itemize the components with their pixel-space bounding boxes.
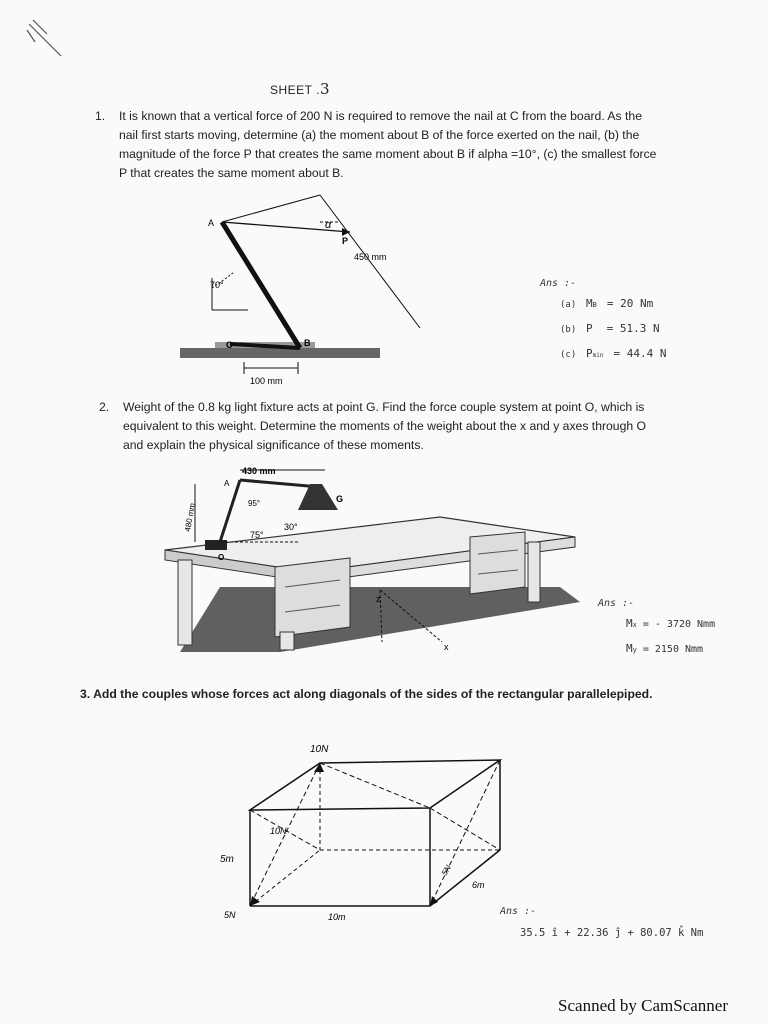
problem-1-figure [170, 190, 430, 400]
answer-1c: (c) P min = 44.4 N [560, 347, 667, 360]
problem-2-answers: Ans :- M x = - 3720 Nmm M y = 2150 Nmm [598, 598, 768, 655]
svg-text:C: C [226, 340, 233, 350]
svg-text:P: P [342, 236, 349, 246]
lever [222, 222, 300, 348]
svg-text:5m: 5m [220, 854, 234, 865]
scanner-watermark: Scanned by CamScanner [558, 996, 728, 1015]
problem-3-figure [210, 738, 520, 923]
svg-text:10m: 10m [328, 912, 346, 922]
problem-1-answers: Ans :- (a) M B = 20 Nm (b) P = 51.3 N (c) P min = 44.4 N [540, 278, 740, 360]
svg-text:70°: 70° [210, 280, 224, 290]
answer-2-mx: M x = - 3720 Nmm [626, 617, 716, 630]
svg-text:B: B [304, 338, 311, 348]
left-drawers [275, 558, 350, 637]
problem-3-text: 3. Add the couples whose forces act along diagonals of the sides of the rectangular parallelepiped. [80, 687, 653, 701]
svg-text:G: G [336, 494, 344, 504]
svg-text:A: A [208, 218, 215, 228]
answer-1b: (b) P = 51.3 N [560, 322, 660, 335]
svg-text:100 mm: 100 mm [250, 376, 283, 386]
answer-1a: (a) M B = 20 Nm [560, 297, 654, 310]
pen-mark [25, 18, 65, 60]
svg-text:α: α [325, 219, 332, 231]
lamp-arm-lower [220, 480, 240, 542]
svg-text:5N: 5N [224, 910, 236, 920]
answer-2-my: M y = 2150 Nmm [626, 642, 704, 655]
svg-text:O: O [218, 553, 225, 562]
svg-text:A: A [224, 479, 230, 488]
svg-text:430 mm: 430 mm [242, 466, 276, 476]
problem-1-text: 1. It is known that a vertical force of 200 N is required to remove the nail at C from the board. As the nail first starts moving, determine (a) the moment about B of the force exerted on the nail, (b) the magnitude of the force P that creates the same moment about B if alpha =10°, (c) the smallest force P that creates the same moment about B. [95, 109, 657, 180]
svg-text:75°: 75° [250, 530, 264, 540]
svg-text:10N: 10N [310, 744, 329, 755]
svg-text:x: x [444, 642, 449, 652]
lamp-base [205, 540, 227, 550]
problem-2-figure [160, 462, 580, 667]
svg-text:z: z [376, 594, 381, 604]
svg-text:450 mm: 450 mm [354, 252, 387, 262]
svg-text:30°: 30° [284, 522, 298, 532]
problem-2-text: 2. Weight of the 0.8 kg light fixture acts at point G. Find the force couple system at point O, which is equivalent to this weight. Determine the moments of the weight about the x and y axes through O and explain the physical significance of these moments. [99, 400, 647, 452]
answer-3: 35.5 î + 22.36 ĵ + 80.07 k̂ Nm [520, 927, 704, 939]
problem-3-answers: Ans :- 35.5 î + 22.36 ĵ + 80.07 k̂ Nm [500, 906, 765, 939]
board [180, 348, 380, 358]
svg-text:95°: 95° [248, 499, 261, 508]
right-drawers [470, 532, 525, 594]
svg-text:6m: 6m [472, 880, 485, 890]
lamp-shade [298, 484, 338, 510]
svg-text:5N: 5N [439, 863, 453, 877]
sheet-title: SHEET .3 [270, 80, 331, 98]
svg-text:10N: 10N [270, 826, 287, 836]
lamp-arm-upper [240, 480, 320, 487]
svg-text:480 mm: 480 mm [183, 502, 197, 533]
